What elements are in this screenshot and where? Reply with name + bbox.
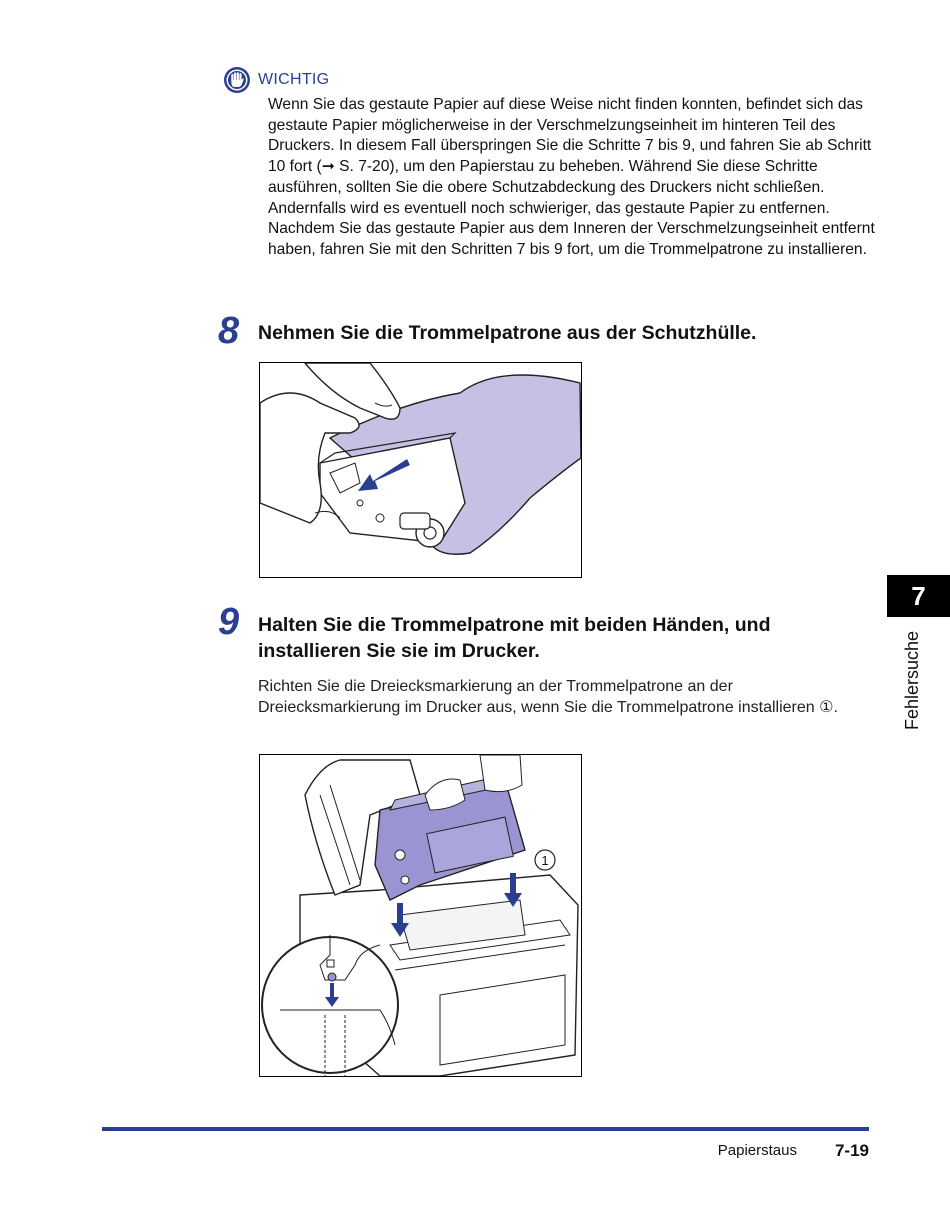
important-hand-icon — [223, 66, 251, 94]
callout-number: 1 — [541, 853, 549, 868]
page-number: 7-19 — [834, 1141, 869, 1160]
step-title: Halten Sie die Trommelpatrone mit beiden Händen, und installieren Sie sie im Drucker. — [258, 614, 771, 662]
step-number: 9 — [218, 601, 240, 643]
footer-rule — [102, 1127, 869, 1131]
chapter-side-label — [880, 622, 950, 742]
illustration-install-drum — [259, 754, 582, 1077]
step-description: Richten Sie die Dreiecksmarkierung an der Trommelpatrone an der Dreiecksmarkierung im Drucker aus, wenn Sie die Trommelpatrone installieren ①. — [258, 678, 838, 716]
important-label: WICHTIG — [258, 71, 330, 88]
illustration-remove-drum-from-bag — [259, 362, 582, 578]
step-number: 8 — [218, 310, 240, 352]
chapter-name: Fehlersuche — [902, 630, 922, 730]
drum-cartridge-bag-illustration — [260, 363, 581, 577]
step-title: Nehmen Sie die Trommelpatrone aus der Schutzhülle. — [258, 322, 757, 344]
footer-section-name: Papierstaus — [717, 1142, 797, 1159]
chapter-number-tab: 7 — [887, 575, 950, 617]
printer-drum-install-illustration — [260, 755, 581, 1076]
important-text: Wenn Sie das gestaute Papier auf diese Weise nicht finden konnten, befindet sich das gestaute Papier möglicherweise in der Verschmelzungseinheit im hinteren Teil des Druckers. In diesem Fall überspringen Sie die Schritte 7 bis 9, und fahren Sie ab Schritt 10 fort (➞ S. 7-20), um den Papierstau zu beheben. Während Sie diese Schritte ausführen, sollten Sie die obere Schutzabdeckung des Druckers nicht schließen. Andernfalls wird es eventuell noch schwieriger, das gestaute Papier zu entfernen. Nachdem Sie das gestaute Papier aus dem Inneren der Verschmelzungseinheit entfernt haben, fahren Sie mit den Schritten 7 bis 9 fort, um die Trommelpatrone zu installieren. — [268, 96, 875, 258]
